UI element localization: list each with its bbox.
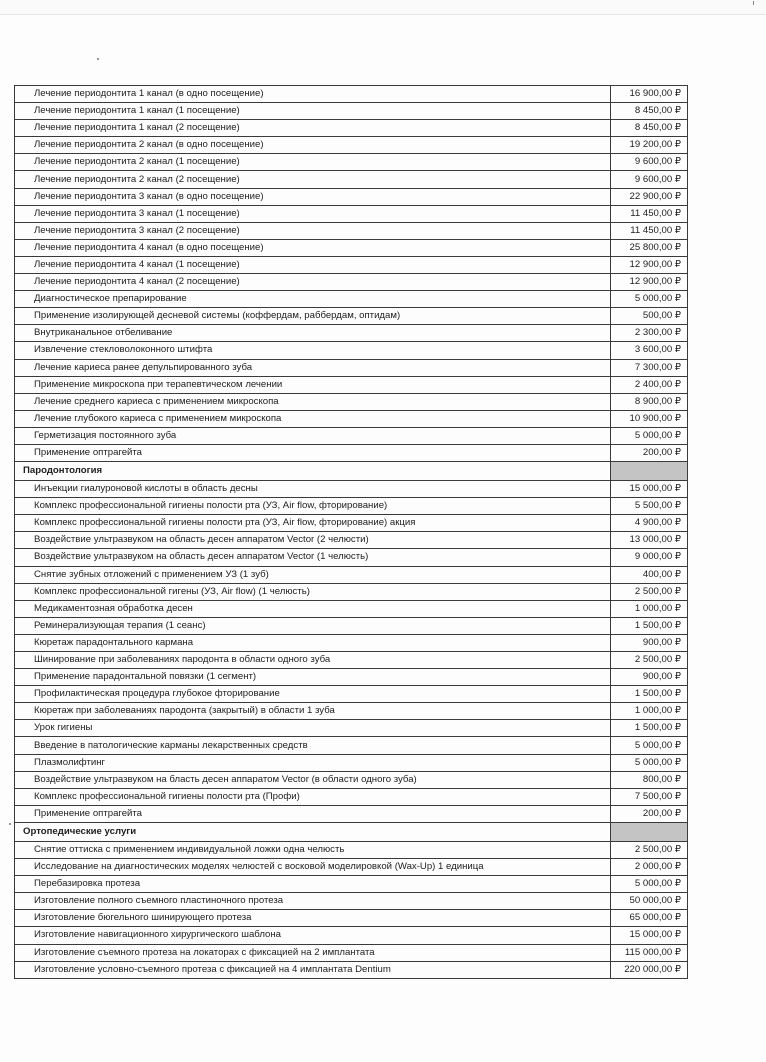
service-name: Введение в патологические карманы лекарственных средств	[15, 737, 611, 754]
service-row	[15, 566, 688, 583]
service-price: 500,00 ₽	[611, 308, 688, 325]
service-row	[15, 686, 688, 703]
service-price: 22 900,00 ₽	[611, 188, 688, 205]
section-price-shaded-cell	[611, 462, 688, 481]
service-row	[15, 137, 688, 154]
service-name: Применение оптрагейта	[15, 444, 611, 461]
service-name: Лечение периодонтита 3 канал (в одно посещение)	[15, 188, 611, 205]
service-row	[15, 788, 688, 805]
service-price: 13 000,00 ₽	[611, 532, 688, 549]
service-price: 1 000,00 ₽	[611, 703, 688, 720]
service-name: Лечение периодонтита 1 канал (2 посещение)	[15, 120, 611, 137]
service-price: 5 000,00 ₽	[611, 754, 688, 771]
service-row	[15, 103, 688, 120]
price-table	[14, 85, 688, 979]
service-row	[15, 515, 688, 532]
service-row	[15, 893, 688, 910]
service-name: Лечение периодонтита 2 канал (1 посещение)	[15, 154, 611, 171]
service-row	[15, 410, 688, 427]
service-name: Лечение кариеса ранее депульпированного зуба	[15, 359, 611, 376]
service-price: 11 450,00 ₽	[611, 205, 688, 222]
service-name: Лечение периодонтита 3 канал (1 посещение)	[15, 205, 611, 222]
service-name: Внутриканальное отбеливание	[15, 325, 611, 342]
service-name: Комплекс профессиональной гигены (УЗ, Air flow) (1 челюсть)	[15, 583, 611, 600]
service-row	[15, 291, 688, 308]
service-price: 9 600,00 ₽	[611, 171, 688, 188]
service-price: 115 000,00 ₽	[611, 944, 688, 961]
service-name: Лечение периодонтита 4 канал (2 посещение)	[15, 274, 611, 291]
service-price: 200,00 ₽	[611, 805, 688, 822]
service-price: 50 000,00 ₽	[611, 893, 688, 910]
service-price: 200,00 ₽	[611, 444, 688, 461]
service-price: 10 900,00 ₽	[611, 410, 688, 427]
service-row	[15, 703, 688, 720]
service-price: 8 450,00 ₽	[611, 103, 688, 120]
service-price: 1 500,00 ₽	[611, 617, 688, 634]
service-price: 11 450,00 ₽	[611, 222, 688, 239]
service-row	[15, 754, 688, 771]
service-name: Применение микроскопа при терапевтическом лечении	[15, 376, 611, 393]
service-row	[15, 481, 688, 498]
service-row	[15, 617, 688, 634]
service-name: Лечение глубокого кариеса с применением микроскопа	[15, 410, 611, 427]
service-row	[15, 549, 688, 566]
service-row	[15, 427, 688, 444]
section-title: Ортопедические услуги	[15, 822, 611, 841]
service-name: Применение парадонтальной повязки (1 сегмент)	[15, 669, 611, 686]
service-name: Воздействие ультразвуком на область десен аппаратом Vector (1 челюсть)	[15, 549, 611, 566]
service-row	[15, 944, 688, 961]
service-name: Воздействие ультразвуком на бласть десен аппаратом Vector (в области одного зуба)	[15, 771, 611, 788]
service-price: 2 500,00 ₽	[611, 841, 688, 858]
service-price: 400,00 ₽	[611, 566, 688, 583]
service-price: 7 300,00 ₽	[611, 359, 688, 376]
scan-speck	[97, 58, 99, 60]
service-row	[15, 498, 688, 515]
service-price: 15 000,00 ₽	[611, 927, 688, 944]
service-name: Профилактическая процедура глубокое фторирование	[15, 686, 611, 703]
service-row	[15, 325, 688, 342]
service-price: 4 900,00 ₽	[611, 515, 688, 532]
service-name: Лечение периодонтита 4 канал (в одно посещение)	[15, 239, 611, 256]
service-row	[15, 600, 688, 617]
service-price: 5 500,00 ₽	[611, 498, 688, 515]
service-name: Лечение периодонтита 3 канал (2 посещение)	[15, 222, 611, 239]
service-name: Медикаментозная обработка десен	[15, 600, 611, 617]
service-name: Воздействие ультразвуком на область десен аппаратом Vector (2 челюсти)	[15, 532, 611, 549]
service-name: Лечение периодонтита 2 канал (в одно посещение)	[15, 137, 611, 154]
service-name: Комплекс профессиональной гигиены полости рта (УЗ, Air flow, фторирование)	[15, 498, 611, 515]
service-price: 900,00 ₽	[611, 634, 688, 651]
service-row	[15, 876, 688, 893]
service-price: 2 500,00 ₽	[611, 652, 688, 669]
service-name: Изготовление навигационного хирургического шаблона	[15, 927, 611, 944]
section-header-row	[15, 822, 688, 841]
scan-corner-mark	[749, 1, 754, 5]
service-row	[15, 205, 688, 222]
service-price: 800,00 ₽	[611, 771, 688, 788]
service-name: Комплекс профессиональной гигиены полости рта (УЗ, Air flow, фторирование) акция	[15, 515, 611, 532]
service-name: Лечение периодонтита 4 канал (1 посещение)	[15, 256, 611, 273]
service-row	[15, 239, 688, 256]
service-row	[15, 86, 688, 103]
service-row	[15, 583, 688, 600]
service-price: 16 900,00 ₽	[611, 86, 688, 103]
service-row	[15, 393, 688, 410]
service-name: Реминерализующая терапия (1 сеанс)	[15, 617, 611, 634]
service-row	[15, 859, 688, 876]
service-row	[15, 359, 688, 376]
service-row	[15, 444, 688, 461]
service-name: Герметизация постоянного зуба	[15, 427, 611, 444]
scan-top-edge	[0, 0, 766, 15]
service-price: 2 000,00 ₽	[611, 859, 688, 876]
service-name: Снятие зубных отложений с применением УЗ (1 зуб)	[15, 566, 611, 583]
service-price: 2 400,00 ₽	[611, 376, 688, 393]
service-row	[15, 222, 688, 239]
service-name: Плазмолифтинг	[15, 754, 611, 771]
service-name: Комплекс профессиональной гигиены полости рта (Профи)	[15, 788, 611, 805]
service-name: Урок гигиены	[15, 720, 611, 737]
service-name: Шинирование при заболеваниях пародонта в области одного зуба	[15, 652, 611, 669]
service-name: Лечение периодонтита 2 канал (2 посещение)	[15, 171, 611, 188]
service-name: Применение изолирующей десневой системы (коффердам, раббердам, оптидам)	[15, 308, 611, 325]
service-name: Лечение периодонтита 1 канал (1 посещение)	[15, 103, 611, 120]
service-row	[15, 961, 688, 978]
service-name: Применение оптрагейта	[15, 805, 611, 822]
section-price-shaded-cell	[611, 822, 688, 841]
service-price: 15 000,00 ₽	[611, 481, 688, 498]
service-row	[15, 171, 688, 188]
service-row	[15, 532, 688, 549]
service-name: Снятие оттиска с применением индивидуальной ложки одна челюсть	[15, 841, 611, 858]
service-price: 1 500,00 ₽	[611, 686, 688, 703]
service-row	[15, 669, 688, 686]
service-price: 8 900,00 ₽	[611, 393, 688, 410]
service-row	[15, 154, 688, 171]
service-name: Лечение периодонтита 1 канал (в одно посещение)	[15, 86, 611, 103]
service-row	[15, 771, 688, 788]
service-row	[15, 910, 688, 927]
service-price: 2 500,00 ₽	[611, 583, 688, 600]
price-table-body	[15, 86, 688, 979]
service-row	[15, 927, 688, 944]
service-price: 12 900,00 ₽	[611, 256, 688, 273]
service-price: 9 000,00 ₽	[611, 549, 688, 566]
service-name: Исследование на диагностических моделях челюстей с восковой моделировкой (Wax-Up) 1 единица	[15, 859, 611, 876]
service-name: Диагностическое препарирование	[15, 291, 611, 308]
service-row	[15, 737, 688, 754]
service-row	[15, 120, 688, 137]
service-name: Изготовление полного съемного пластиночного протеза	[15, 893, 611, 910]
service-price: 1 000,00 ₽	[611, 600, 688, 617]
service-name: Инъекции гиалуроновой кислоты в область десны	[15, 481, 611, 498]
section-header-row	[15, 462, 688, 481]
service-row	[15, 308, 688, 325]
service-row	[15, 342, 688, 359]
service-row	[15, 652, 688, 669]
service-price: 220 000,00 ₽	[611, 961, 688, 978]
service-price: 2 300,00 ₽	[611, 325, 688, 342]
service-price: 7 500,00 ₽	[611, 788, 688, 805]
service-name: Лечение среднего кариеса с применением микроскопа	[15, 393, 611, 410]
service-row	[15, 274, 688, 291]
service-name: Кюретаж при заболеваниях пародонта (закрытый) в области 1 зуба	[15, 703, 611, 720]
service-price: 900,00 ₽	[611, 669, 688, 686]
service-price: 5 000,00 ₽	[611, 737, 688, 754]
service-price: 1 500,00 ₽	[611, 720, 688, 737]
service-name: Извлечение стекловолоконного штифта	[15, 342, 611, 359]
service-row	[15, 634, 688, 651]
service-price: 19 200,00 ₽	[611, 137, 688, 154]
service-row	[15, 256, 688, 273]
service-price: 9 600,00 ₽	[611, 154, 688, 171]
service-row	[15, 376, 688, 393]
service-name: Кюретаж парадонтального кармана	[15, 634, 611, 651]
service-name: Изготовление бюгельного шинирующего протеза	[15, 910, 611, 927]
service-price: 65 000,00 ₽	[611, 910, 688, 927]
service-name: Изготовление съемного протеза на локаторах с фиксацией на 2 имплантата	[15, 944, 611, 961]
service-price: 12 900,00 ₽	[611, 274, 688, 291]
service-price: 8 450,00 ₽	[611, 120, 688, 137]
service-price: 5 000,00 ₽	[611, 876, 688, 893]
service-price: 3 600,00 ₽	[611, 342, 688, 359]
service-row	[15, 188, 688, 205]
section-title: Пародонтология	[15, 462, 611, 481]
service-price: 5 000,00 ₽	[611, 291, 688, 308]
service-row	[15, 841, 688, 858]
service-row	[15, 805, 688, 822]
service-price: 25 800,00 ₽	[611, 239, 688, 256]
service-price: 5 000,00 ₽	[611, 427, 688, 444]
service-name: Перебазировка протеза	[15, 876, 611, 893]
scan-speck	[9, 823, 11, 825]
service-name: Изготовление условно-съемного протеза с фиксацией на 4 имплантата Dentium	[15, 961, 611, 978]
service-row	[15, 720, 688, 737]
